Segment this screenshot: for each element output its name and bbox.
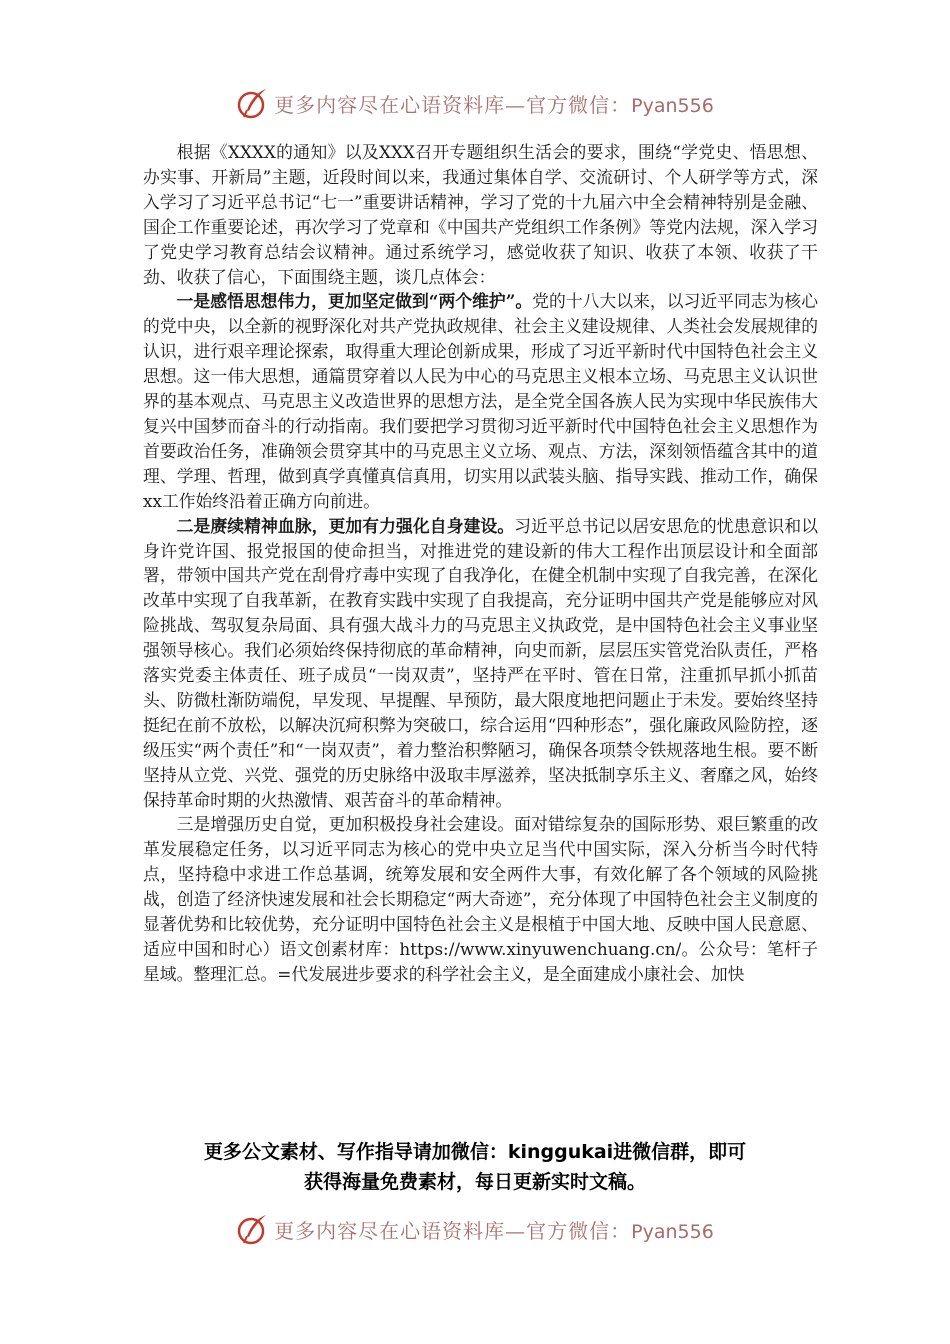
quill-logo-icon — [236, 86, 270, 120]
promo-notice — [100, 1137, 850, 1197]
document-body — [143, 140, 818, 987]
footer-wechat-id: Pyan556 — [631, 1220, 714, 1243]
paragraph-point-three: 三是增强历史自觉，更加积极投身社会建设。面对错综复杂的国际形势、艰巨繁重的改革发展稳定任务，以习近平同志为核心的党中央立足当代中国实际，深入分析当今时代特点，坚持稳中求进工作总基调，统筹发展和安全两件大事，有效化解了各个领域的风险挑战，创造了经济快速发展和社会长期稳定“两大奇迹”，充分体现了中国特色社会主义制度的显著优势和比较优势，充分证明中国特色社会主义是根植于中国大地、反映中国人民意愿、适应中国和时心）语文创素材库：https://www.xinyuwenchuang.cn/。公众号：笔杆子星域。整理汇总。=代发展进步要求的科学社会主义，是全面建成小康社会、加快 — [143, 814, 818, 984]
promo-line-1: 更多公文素材、写作指导请加微信：kinggukai进微信群，即可 — [203, 1141, 747, 1163]
header-watermark-text: 更多内容尽在心语资料库—官方微信：Pyan556 — [274, 92, 714, 117]
point-one-heading: 一是感悟思想伟力，更加坚定做到“两个维护”。 — [176, 291, 533, 312]
paragraph-point-one: 一是感悟思想伟力，更加坚定做到“两个维护”。党的十八大以来，以习近平同志为核心的党中央，以全新的视野深化对共产党执政规律、社会主义建设规律、人类社会发展规律的认识，进行艰辛理论探索，取得重大理论创新成果，形成了习近平新时代中国特色社会主义思想。这一伟大思想，通篇贯穿着以人民为中心的马克思主义根本立场、马克思主义认识世界的基本观点、马克思主义改造世界的思想方法，是全党全国各族人民为实现中华民族伟大复兴中国梦而奋斗的行动指南。我们要把学习贯彻习近平新时代中国特色社会主义思想作为首要政治任务，准确领会贯穿其中的马克思主义立场、观点、方法，深刻领悟蕴含其中的道理、学理、哲理，做到真学真懂真信真用，切实用以武装头脑、指导实践、推动工作，确保xx工作始终沿着正确方向前进。 — [143, 291, 818, 511]
point-two-heading: 二是赓续精神血脉，更加有力强化自身建设。 — [176, 515, 515, 536]
footer-watermark-text: 更多内容尽在心语资料库—官方微信：Pyan556 — [274, 1218, 714, 1243]
footer-watermark-banner — [0, 1209, 950, 1249]
promo-line-2: 获得海量免费素材，每日更新实时文稿。 — [303, 1171, 646, 1193]
paragraph-intro: 根据《XXXX的通知》以及XXX召开专题组织生活会的要求，围绕“学党史、悟思想、办实事、开新局”主题，近段时间以来，我通过集体自学、交流研讨、个人研学等方式，深入学习了习近平总书记“七一”重要讲话精神，学习了党的十九届六中全会精神特别是金融、国企工作重要论述，再次学习了党章和《中国共产党组织工作条例》等党内法规，深入学习了党史学习教育总结会议精神。通过系统学习，感觉收获了知识、收获了本领、收获了干劲、收获了信心，下面围绕主题，谈几点体会： — [143, 142, 818, 287]
quill-logo-icon — [236, 1212, 270, 1246]
header-watermark-banner — [0, 83, 950, 123]
header-wechat-id: Pyan556 — [631, 94, 714, 117]
paragraph-point-two: 二是赓续精神血脉，更加有力强化自身建设。习近平总书记以居安思危的忧患意识和以身许党许国、报党报国的使命担当，对推进党的建设新的伟大工程作出顶层设计和全面部署，带领中国共产党在刮骨疗毒中实现了自我净化，在健全机制中实现了自我完善，在深化改革中实现了自我革新，在教育实践中实现了自我提高，充分证明中国共产党是能够应对风险挑战、驾驭复杂局面、具有强大战斗力的马克思主义执政党，是中国特色社会主义事业坚强领导核心。我们必须始终保持彻底的革命精神，向史而新，层层压实管党治队责任，严格落实党委主体责任、班子成员“一岗双责”，坚持严在平时、管在日常，注重抓早抓小抓苗头、防微杜渐防端倪，早发现、早提醒、早预防，最大限度地把问题止于未发。要始终坚持挺纪在前不放松，以解决沉疴积弊为突破口，综合运用“四种形态”，强化廉政风险防控，逐级压实“两个责任”和“一岗双责”，着力整治积弊陋习，确保各项禁令铁规落地生根。要不断坚持从立党、兴党、强党的历史脉络中汲取丰厚滋养，坚决抵制享乐主义、奢靡之风，始终保持革命时期的火热激情、艰苦奋斗的革命精神。 — [143, 515, 818, 810]
